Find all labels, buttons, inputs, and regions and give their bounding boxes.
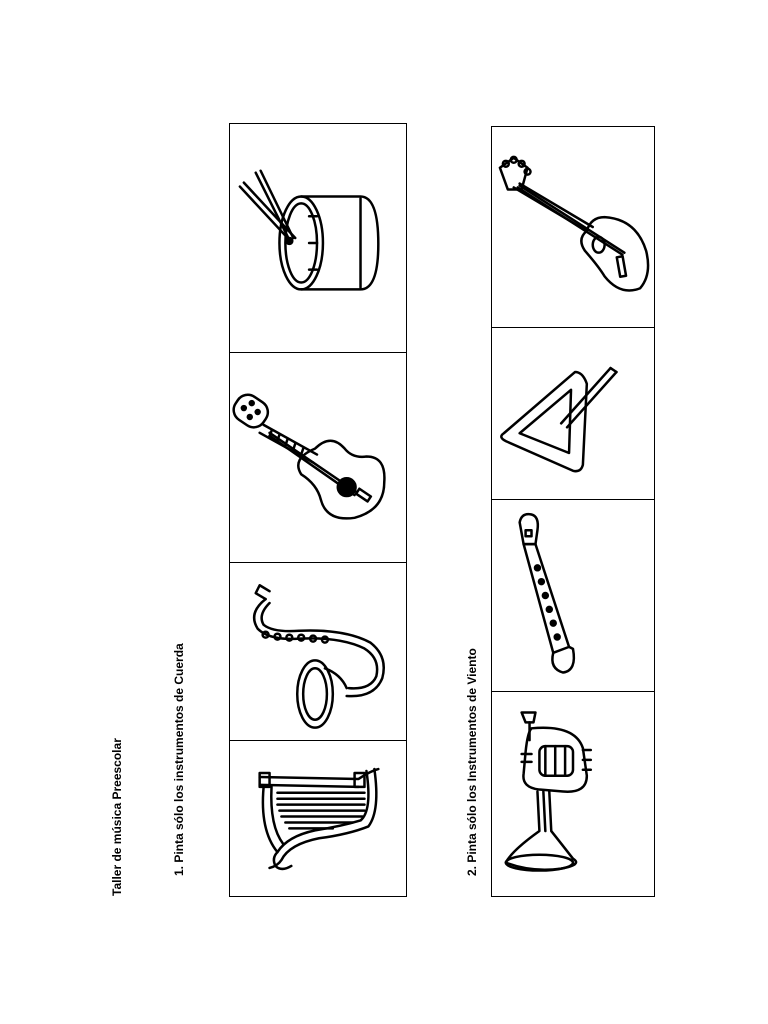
recorder-cell[interactable] <box>492 499 654 691</box>
mandolin-cell[interactable] <box>492 127 654 327</box>
harp-cell[interactable] <box>230 740 406 896</box>
saxophone-icon <box>230 563 406 740</box>
saxophone-cell[interactable] <box>230 562 406 740</box>
instruction-2: 2. Pinta sólo los Instrumentos de Viento <box>465 648 479 876</box>
guitar-icon <box>230 353 406 562</box>
triangle-icon <box>492 328 654 499</box>
drum-cell[interactable] <box>230 124 406 352</box>
drum-icon <box>230 124 406 352</box>
mandolin-icon <box>492 127 654 327</box>
trumpet-cell[interactable] <box>492 691 654 896</box>
triangle-cell[interactable] <box>492 327 654 499</box>
trumpet-icon <box>492 692 654 896</box>
instruction-1: 1. Pinta sólo los instrumentos de Cuerda <box>172 643 186 876</box>
instrument-grid-1 <box>229 123 407 897</box>
harp-icon <box>230 741 406 896</box>
guitar-cell[interactable] <box>230 352 406 562</box>
recorder-icon <box>492 500 654 691</box>
instrument-grid-2 <box>491 126 655 897</box>
worksheet-title: Taller de música Preescolar <box>110 738 124 896</box>
